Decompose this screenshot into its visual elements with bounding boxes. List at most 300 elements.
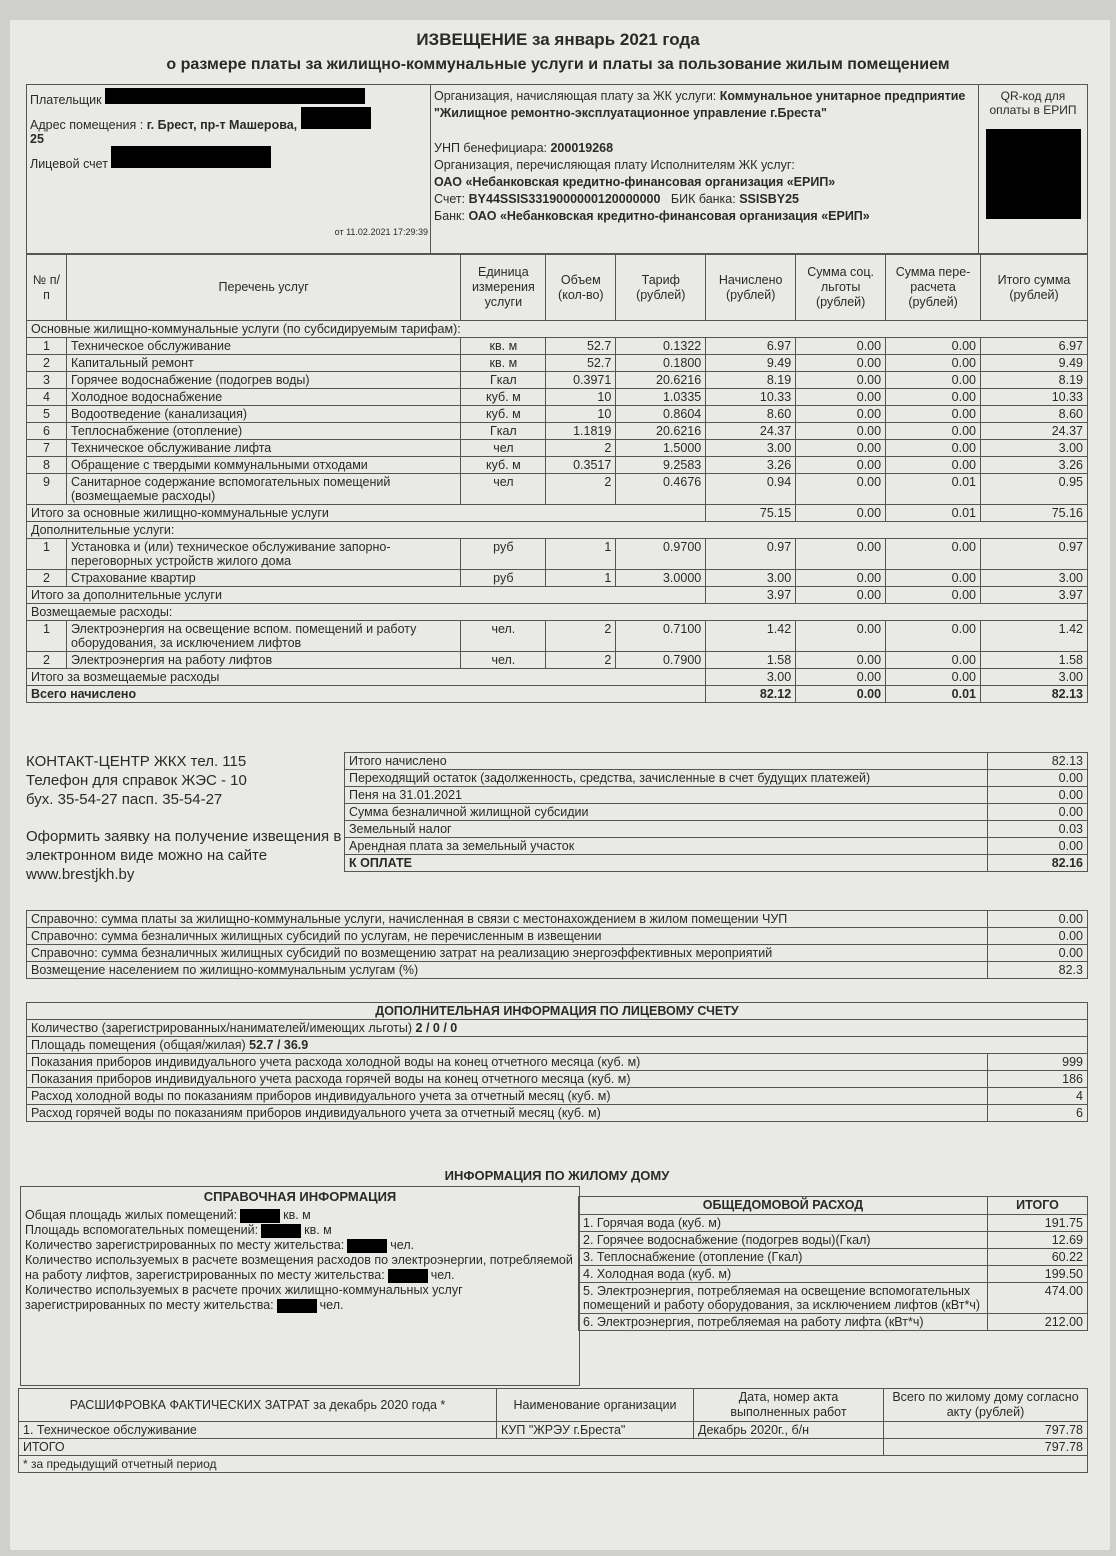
- summary-row: [345, 804, 1088, 821]
- cell: руб: [461, 539, 546, 570]
- cell: куб. м: [461, 406, 546, 423]
- cell: 24.37: [981, 423, 1088, 440]
- cell: 0.00: [796, 423, 886, 440]
- qr-code-redacted: [986, 129, 1081, 219]
- contact-center: КОНТАКТ-ЦЕНТР ЖКХ тел. 115: [26, 753, 247, 770]
- cell: Техническое обслуживание: [66, 338, 460, 355]
- bank-label: Банк:: [434, 209, 465, 223]
- common-title: ОБЩЕДОМОВОЙ РАСХОД: [579, 1197, 988, 1215]
- reference-value: 0.00: [988, 945, 1088, 962]
- summary-label: Переходящий остаток (задолженность, средства, зачисленные в счет будущих платежей): [345, 770, 988, 787]
- costs-table: [18, 1388, 1088, 1473]
- count-value: 2 / 0 / 0: [415, 1021, 458, 1035]
- costs-col-act: Дата, номер акта выполненных работ: [694, 1389, 884, 1422]
- cell: 0.00: [886, 355, 981, 372]
- reference-row: [27, 962, 1088, 979]
- cell: 0.00: [796, 440, 886, 457]
- reference-table: [26, 910, 1088, 979]
- cell: 8.60: [706, 406, 796, 423]
- bik-value: SSISBY25: [739, 192, 799, 206]
- cell: 0.00: [886, 406, 981, 423]
- meter-label: Расход холодной воды по показаниям приборов индивидуального учета за отчетный месяц (куб. м): [27, 1088, 988, 1105]
- cell: 1.0335: [616, 389, 706, 406]
- costs-col-org: Наименование организации: [497, 1389, 694, 1422]
- house-ref-unit: чел.: [390, 1238, 415, 1252]
- cell: Электроэнергия на освещение вспом. помещений и работу оборудования, за исключением лифтов: [66, 621, 460, 652]
- reference-row: [27, 945, 1088, 962]
- grand-total-value: 0.01: [886, 686, 981, 703]
- column-header: Сумма соц. льготы (рублей): [796, 255, 886, 321]
- common-value: 212.00: [988, 1314, 1088, 1331]
- reference-label: Справочно: сумма безналичных жилищных субсидий по услугам, не перечисленным в извещении: [27, 928, 988, 945]
- cell: 20.6216: [616, 372, 706, 389]
- house-ref-unit: чел.: [319, 1298, 344, 1312]
- to-pay-label: К ОПЛАТЕ: [345, 855, 988, 872]
- summary-row: [345, 838, 1088, 855]
- cell: 2: [546, 474, 616, 505]
- cell: 10.33: [706, 389, 796, 406]
- document-subtitle: о размере платы за жилищно-коммунальные услуги и платы за пользование жилым помещением: [166, 56, 950, 73]
- summary-row: [345, 821, 1088, 838]
- cell: Санитарное содержание вспомогательных помещений (возмещаемые расходы): [66, 474, 460, 505]
- cell: 0.00: [796, 652, 886, 669]
- cell: Гкал: [461, 372, 546, 389]
- common-value: 60.22: [988, 1249, 1088, 1266]
- cell: 8.19: [706, 372, 796, 389]
- cell: 0.00: [796, 457, 886, 474]
- section-row: [27, 522, 1088, 539]
- subtotal-value: 3.00: [981, 669, 1088, 686]
- house-ref-line: [25, 1283, 575, 1313]
- summary-value: 82.13: [988, 753, 1088, 770]
- cell: Установка и (или) техническое обслуживание запорно-переговорных устройств жилого дома: [66, 539, 460, 570]
- summary-label: Земельный налог: [345, 821, 988, 838]
- common-total-header: ИТОГО: [988, 1197, 1088, 1215]
- meter-value: 4: [988, 1088, 1088, 1105]
- address-label: Адрес помещения :: [30, 118, 144, 132]
- subtotal-row: [27, 669, 1088, 686]
- cell: 4: [27, 389, 67, 406]
- cell: Техническое обслуживание лифта: [66, 440, 460, 457]
- summary-row: [345, 770, 1088, 787]
- house-ref-label: Количество зарегистрированных по месту жительства:: [25, 1238, 345, 1252]
- subtotal-value: 0.00: [796, 669, 886, 686]
- cell: 1: [27, 621, 67, 652]
- cost-value: 797.78: [884, 1422, 1088, 1439]
- cell: 0.9700: [616, 539, 706, 570]
- costs-col-total: Всего по жилому дому согласно акту (рублей): [884, 1389, 1088, 1422]
- meter-label: Показания приборов индивидуального учета расхода горячей воды на конец отчетного месяца (куб. м): [27, 1071, 988, 1088]
- cell: 9.2583: [616, 457, 706, 474]
- common-value: 199.50: [988, 1266, 1088, 1283]
- common-row: [579, 1283, 1088, 1314]
- meter-label: Расход горячей воды по показаниям приборов индивидуального учета за отчетный месяц (куб. м): [27, 1105, 988, 1122]
- cell: 2: [27, 570, 67, 587]
- cell: 0.00: [886, 539, 981, 570]
- column-header: Объем (кол-во): [546, 255, 616, 321]
- cell: 0.00: [886, 457, 981, 474]
- grand-total-label: Всего начислено: [27, 686, 706, 703]
- subtotal-value: 75.16: [981, 505, 1088, 522]
- cell: 1: [546, 570, 616, 587]
- grand-total-value: 82.12: [706, 686, 796, 703]
- cost-act: Декабрь 2020г., б/н: [694, 1422, 884, 1439]
- section-title: Основные жилищно-коммунальные услуги (по субсидируемым тарифам):: [27, 321, 1088, 338]
- cell: 0.1800: [616, 355, 706, 372]
- cell: руб: [461, 570, 546, 587]
- cell: 3: [27, 372, 67, 389]
- cell: 2: [546, 621, 616, 652]
- cell: 10: [546, 389, 616, 406]
- cell: 10: [546, 406, 616, 423]
- cell: чел.: [461, 621, 546, 652]
- common-value: 12.69: [988, 1232, 1088, 1249]
- house-ref-line: [25, 1238, 575, 1253]
- common-label: 1. Горячая вода (куб. м): [579, 1215, 988, 1232]
- account-info-table: [26, 1002, 1088, 1122]
- cell: 3.00: [981, 440, 1088, 457]
- table-row: [27, 570, 1088, 587]
- grand-total-row: [27, 686, 1088, 703]
- table-row: [27, 474, 1088, 505]
- payer-info: [27, 85, 431, 253]
- cell: 1: [27, 539, 67, 570]
- table-row: [27, 338, 1088, 355]
- cell: 0.01: [886, 474, 981, 505]
- contacts: [26, 752, 344, 884]
- column-header: Итого сумма (рублей): [981, 255, 1088, 321]
- table-row: [27, 406, 1088, 423]
- cell: 0.95: [981, 474, 1088, 505]
- cell: 3.26: [981, 457, 1088, 474]
- subtotal-value: 0.00: [796, 587, 886, 604]
- cell: 0.94: [706, 474, 796, 505]
- section-title: Дополнительные услуги:: [27, 522, 1088, 539]
- reference-row: [27, 911, 1088, 928]
- meter-row: [27, 1054, 1088, 1071]
- common-consumption-table: [578, 1196, 1088, 1331]
- unp-value: 200019268: [550, 141, 614, 155]
- cell: куб. м: [461, 457, 546, 474]
- cell: 10.33: [981, 389, 1088, 406]
- meter-value: 186: [988, 1071, 1088, 1088]
- column-header: № п/п: [27, 255, 67, 321]
- cell: 6.97: [706, 338, 796, 355]
- cell: 0.00: [886, 372, 981, 389]
- summary-label: Арендная плата за земельный участок: [345, 838, 988, 855]
- table-row: [27, 621, 1088, 652]
- summary-value: 0.03: [988, 821, 1088, 838]
- redaction: [277, 1299, 317, 1313]
- cell: 0.00: [796, 338, 886, 355]
- subtotal-value: 75.15: [706, 505, 796, 522]
- common-label: 2. Горячее водоснабжение (подогрев воды)(Гкал): [579, 1232, 988, 1249]
- redaction: [301, 107, 371, 129]
- cell: 1.42: [981, 621, 1088, 652]
- reference-value: 82.3: [988, 962, 1088, 979]
- cell: 0.3971: [546, 372, 616, 389]
- common-row: [579, 1266, 1088, 1283]
- summary-row: [345, 753, 1088, 770]
- cell: 0.00: [796, 621, 886, 652]
- cell: Гкал: [461, 423, 546, 440]
- meter-label: Показания приборов индивидуального учета расхода холодной воды на конец отчетного месяца (куб. м): [27, 1054, 988, 1071]
- cell: 52.7: [546, 338, 616, 355]
- costs-total-label: ИТОГО: [19, 1439, 884, 1456]
- column-header: Перечень услуг: [66, 255, 460, 321]
- accounting-phone: бух. 35-54-27 пасп. 35-54-27: [26, 791, 223, 808]
- section-row: [27, 604, 1088, 621]
- account2-label: Счет:: [434, 192, 466, 206]
- table-row: [27, 372, 1088, 389]
- cell: 20.6216: [616, 423, 706, 440]
- reference-value: 0.00: [988, 911, 1088, 928]
- org-value: Коммунальное унитарное предприятие "Жилищное ремонтно-эксплуатационное управление г.Бреста": [434, 89, 966, 120]
- cell: 0.00: [886, 652, 981, 669]
- subtotal-value: 3.97: [706, 587, 796, 604]
- subtotal-label: Итого за дополнительные услуги: [27, 587, 706, 604]
- cell: 0.7100: [616, 621, 706, 652]
- cell: Обращение с твердыми коммунальными отходами: [66, 457, 460, 474]
- cell: 0.00: [886, 570, 981, 587]
- cell: 9.49: [706, 355, 796, 372]
- grand-total-value: 82.13: [981, 686, 1088, 703]
- common-row: [579, 1232, 1088, 1249]
- house-ref-line: [25, 1223, 575, 1238]
- reference-label: Справочно: сумма безналичных жилищных субсидий по возмещению затрат на реализацию энергоэффективных мероприятий: [27, 945, 988, 962]
- cell: 9: [27, 474, 67, 505]
- account-label: Лицевой счет: [30, 157, 108, 171]
- count-label: Количество (зарегистрированных/нанимателей/имеющих льготы): [31, 1021, 413, 1035]
- e-notice-info: Оформить заявку на получение извещения в электронном виде можно на сайте www.brestjkh.by: [26, 828, 342, 883]
- cell: чел.: [461, 652, 546, 669]
- area-label: Площадь помещения (общая/жилая): [31, 1038, 246, 1052]
- area-value: 52.7 / 36.9: [249, 1038, 309, 1052]
- cell: 0.00: [886, 621, 981, 652]
- summary-label: Итого начислено: [345, 753, 988, 770]
- cost-service: 1. Техническое обслуживание: [19, 1422, 497, 1439]
- cell: 0.4676: [616, 474, 706, 505]
- reference-row: [27, 928, 1088, 945]
- meter-row: [27, 1105, 1088, 1122]
- cell: 52.7: [546, 355, 616, 372]
- table-row: [27, 457, 1088, 474]
- costs-total-value: 797.78: [884, 1439, 1088, 1456]
- cell: 0.00: [796, 539, 886, 570]
- house-ref-unit: кв. м: [304, 1223, 332, 1237]
- cell: 1.5000: [616, 440, 706, 457]
- meter-row: [27, 1071, 1088, 1088]
- org2-value: ОАО «Небанковская кредитно-финансовая организация «ЕРИП»: [434, 175, 836, 189]
- table-row: [27, 355, 1088, 372]
- table-row: [27, 440, 1088, 457]
- column-header: Единица измерения услуги: [461, 255, 546, 321]
- redaction: [347, 1239, 387, 1253]
- cell: 0.97: [981, 539, 1088, 570]
- org-label: Организация, начисляющая плату за ЖК услуги:: [434, 89, 717, 103]
- cell: 9.49: [981, 355, 1088, 372]
- table-row: [27, 423, 1088, 440]
- payer-label: Плательщик: [30, 93, 102, 107]
- cell: 3.00: [706, 440, 796, 457]
- house-reference-title: СПРАВОЧНАЯ ИНФОРМАЦИЯ: [203, 1189, 397, 1204]
- summary-table: [344, 752, 1088, 872]
- header-block: [26, 84, 1088, 254]
- cell: 1.1819: [546, 423, 616, 440]
- house-ref-label: Количество используемых в расчете прочих жилищно-коммунальных услуг зарегистрированных по месту жительства:: [25, 1283, 463, 1312]
- bik-label: БИК банка:: [670, 192, 736, 206]
- account-info-title: ДОПОЛНИТЕЛЬНАЯ ИНФОРМАЦИЯ ПО ЛИЦЕВОМУ СЧЕТУ: [27, 1003, 1088, 1020]
- cell: 5: [27, 406, 67, 423]
- redaction: [261, 1224, 301, 1238]
- cell: 0.00: [886, 338, 981, 355]
- cell: 2: [546, 652, 616, 669]
- cell: чел: [461, 474, 546, 505]
- cell: 0.7900: [616, 652, 706, 669]
- cell: Горячее водоснабжение (подогрев воды): [66, 372, 460, 389]
- house-ref-label: Общая площадь жилых помещений:: [25, 1208, 238, 1222]
- subtotal-value: 0.00: [886, 669, 981, 686]
- section-row: [27, 321, 1088, 338]
- cell: 0.1322: [616, 338, 706, 355]
- subtotal-value: 3.00: [706, 669, 796, 686]
- cell: 3.00: [706, 570, 796, 587]
- cell: 7: [27, 440, 67, 457]
- common-label: 6. Электроэнергия, потребляемая на работу лифта (кВт*ч): [579, 1314, 988, 1331]
- table-row: [27, 652, 1088, 669]
- cell: 2: [27, 652, 67, 669]
- subtotal-value: 0.00: [886, 587, 981, 604]
- table-row: [27, 389, 1088, 406]
- reference-value: 0.00: [988, 928, 1088, 945]
- common-row: [579, 1215, 1088, 1232]
- qr-block: [979, 85, 1087, 226]
- cell: 0.00: [796, 570, 886, 587]
- reference-label: Справочно: сумма платы за жилищно-коммунальные услуги, начисленная в связи с местонахождением в жилом помещении ЧУП: [27, 911, 988, 928]
- unp-label: УНП бенефициара:: [434, 141, 547, 155]
- summary-row: [345, 787, 1088, 804]
- cell: кв. м: [461, 355, 546, 372]
- cell: 0.00: [886, 389, 981, 406]
- cell: Капитальный ремонт: [66, 355, 460, 372]
- subtotal-label: Итого за основные жилищно-коммунальные услуги: [27, 505, 706, 522]
- house-ref-label: Площадь вспомогательных помещений:: [25, 1223, 259, 1237]
- cell: 3.0000: [616, 570, 706, 587]
- cell: 2: [27, 355, 67, 372]
- cell: 0.00: [796, 406, 886, 423]
- costs-title: РАСШИФРОВКА ФАКТИЧЕСКИХ ЗАТРАТ за декабрь 2020 года *: [19, 1389, 497, 1422]
- cell: 0.00: [886, 440, 981, 457]
- grand-total-value: 0.00: [796, 686, 886, 703]
- cell: Страхование квартир: [66, 570, 460, 587]
- reference-label: Возмещение населением по жилищно-коммунальным услугам (%): [27, 962, 988, 979]
- redaction: [388, 1269, 428, 1283]
- document-title: ИЗВЕЩЕНИЕ за январь 2021 года: [416, 30, 700, 49]
- to-pay-row: [345, 855, 1088, 872]
- summary-value: 0.00: [988, 838, 1088, 855]
- cell: 1.58: [706, 652, 796, 669]
- meter-value: 6: [988, 1105, 1088, 1122]
- cell: 3.26: [706, 457, 796, 474]
- house-info-title: ИНФОРМАЦИЯ ПО ЖИЛОМУ ДОМУ: [444, 1168, 670, 1183]
- summary-value: 0.00: [988, 804, 1088, 821]
- column-header: Тариф (рублей): [616, 255, 706, 321]
- subtotal-value: 0.00: [796, 505, 886, 522]
- organization-info: [431, 85, 979, 253]
- summary-label: Пеня на 31.01.2021: [345, 787, 988, 804]
- common-value: 474.00: [988, 1283, 1088, 1314]
- costs-footnote: * за предыдущий отчетный период: [19, 1456, 1088, 1473]
- house-ref-label: Количество используемых в расчете возмещения расходов по электроэнергии, потребляемой на работу лифтов, зарегистрированных по месту жительства:: [25, 1253, 573, 1282]
- subtotal-value: 3.97: [981, 587, 1088, 604]
- meter-row: [27, 1088, 1088, 1105]
- section-title: Возмещаемые расходы:: [27, 604, 1088, 621]
- org2-label: Организация, перечисляющая плату Исполнителям ЖК услуг:: [434, 158, 795, 172]
- cell: 1.58: [981, 652, 1088, 669]
- cost-org: КУП "ЖРЭУ г.Бреста": [497, 1422, 694, 1439]
- summary-value: 0.00: [988, 770, 1088, 787]
- redaction: [240, 1209, 280, 1223]
- house-reference: [20, 1186, 580, 1386]
- subtotal-row: [27, 587, 1088, 604]
- house-ref-unit: чел.: [430, 1268, 455, 1282]
- redaction: [111, 146, 271, 168]
- summary-value: 0.00: [988, 787, 1088, 804]
- cell: 1.42: [706, 621, 796, 652]
- common-label: 4. Холодная вода (куб. м): [579, 1266, 988, 1283]
- cell: 6: [27, 423, 67, 440]
- column-header: Начислено (рублей): [706, 255, 796, 321]
- services-table: [26, 254, 1088, 703]
- cell: 0.00: [796, 355, 886, 372]
- cell: 0.3517: [546, 457, 616, 474]
- cell: 8: [27, 457, 67, 474]
- cell: 0.97: [706, 539, 796, 570]
- cell: 8.60: [981, 406, 1088, 423]
- cell: 0.00: [796, 389, 886, 406]
- cell: 0.00: [796, 474, 886, 505]
- common-label: 5. Электроэнергия, потребляемая на освещение вспомогательных помещений и работу оборудования, за исключением лифтов (кВт*ч): [579, 1283, 988, 1314]
- cell: кв. м: [461, 338, 546, 355]
- phone-info: Телефон для справок ЖЭС - 10: [26, 772, 247, 789]
- cell: 1: [546, 539, 616, 570]
- house-ref-unit: кв. м: [283, 1208, 311, 1222]
- cell: 6.97: [981, 338, 1088, 355]
- common-row: [579, 1314, 1088, 1331]
- summary-label: Сумма безналичной жилищной субсидии: [345, 804, 988, 821]
- common-label: 3. Теплоснабжение (отопление (Гкал): [579, 1249, 988, 1266]
- house-ref-line: [25, 1253, 575, 1283]
- address-value: г. Брест, пр-т Машерова,: [146, 118, 298, 132]
- table-row: [27, 539, 1088, 570]
- count-row: [27, 1020, 1088, 1037]
- cell: 2: [546, 440, 616, 457]
- cell: 1: [27, 338, 67, 355]
- qr-label: QR-код для оплаты в ЕРИП: [989, 89, 1077, 117]
- cell: Электроэнергия на работу лифтов: [66, 652, 460, 669]
- redaction: [105, 88, 365, 104]
- common-row: [579, 1249, 1088, 1266]
- address-line2: 25: [30, 132, 44, 146]
- area-row: [27, 1037, 1088, 1054]
- cell: 0.00: [796, 372, 886, 389]
- meter-value: 999: [988, 1054, 1088, 1071]
- column-header: Сумма пере-расчета (рублей): [886, 255, 981, 321]
- cell: 24.37: [706, 423, 796, 440]
- house-ref-line: [25, 1208, 575, 1223]
- cell: куб. м: [461, 389, 546, 406]
- cell: Теплоснабжение (отопление): [66, 423, 460, 440]
